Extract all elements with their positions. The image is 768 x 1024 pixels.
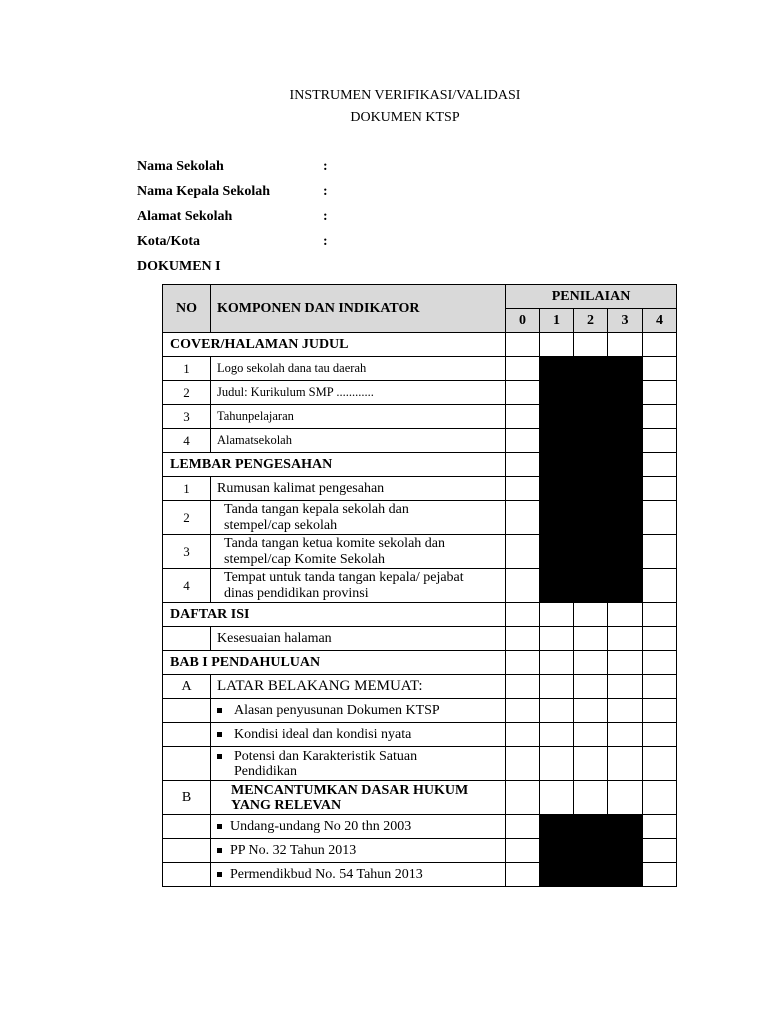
score-cell[interactable] [540, 747, 574, 781]
score-cell[interactable] [574, 781, 608, 815]
bullet-text: Alasan penyusunan Dokumen KTSP [234, 703, 440, 718]
bullet-text: PP No. 32 Tahun 2013 [230, 843, 357, 858]
bullet-icon [217, 732, 222, 737]
score-cell[interactable] [643, 569, 677, 603]
info-label: Alamat Sekolah [137, 209, 233, 224]
score-header-0: 0 [506, 309, 540, 333]
score-cell[interactable] [506, 723, 540, 747]
score-cell[interactable] [608, 603, 643, 627]
info-label: Kota/Kota [137, 234, 200, 249]
score-cell[interactable] [506, 381, 540, 405]
score-cell[interactable] [643, 839, 677, 863]
row-no: 1 [163, 477, 211, 501]
row-text: Logo sekolah dana tau daerah [211, 357, 506, 381]
table-row [163, 429, 677, 453]
row-text-line: MENCANTUMKAN DASAR HUKUM [231, 782, 469, 798]
info-colon: : [323, 209, 328, 224]
shaded-cell [608, 815, 643, 839]
score-cell[interactable] [574, 333, 608, 357]
score-cell[interactable] [643, 357, 677, 381]
score-cell[interactable] [540, 333, 574, 357]
row-text: Alamatsekolah [211, 429, 506, 453]
score-cell[interactable] [540, 603, 574, 627]
info-label: Nama Kepala Sekolah [137, 184, 271, 199]
score-cell[interactable] [643, 453, 677, 477]
table-row [163, 501, 677, 535]
score-cell[interactable] [506, 569, 540, 603]
score-cell[interactable] [506, 501, 540, 535]
shaded-cell [540, 815, 574, 839]
shaded-cell [540, 501, 574, 535]
bullet-text [234, 749, 417, 779]
bullet-text: Undang-undang No 20 thn 2003 [230, 819, 412, 834]
shaded-cell [574, 839, 608, 863]
table-row [163, 405, 677, 429]
info-colon: : [323, 234, 328, 249]
score-cell[interactable] [506, 429, 540, 453]
score-cell[interactable] [540, 699, 574, 723]
score-cell[interactable] [643, 381, 677, 405]
table-row [163, 627, 677, 651]
row-text [211, 839, 506, 863]
row-no: 2 [163, 381, 211, 405]
row-no [163, 627, 211, 651]
section-row [163, 333, 677, 357]
table-row [163, 699, 677, 723]
shaded-cell [540, 569, 574, 603]
table-row [163, 357, 677, 381]
shaded-cell [608, 839, 643, 863]
section-row [163, 651, 677, 675]
score-cell[interactable] [643, 405, 677, 429]
score-cell[interactable] [506, 603, 540, 627]
row-text [211, 781, 506, 815]
row-no: 2 [163, 501, 211, 535]
row-no [163, 839, 211, 863]
info-nama-sekolah [137, 159, 328, 175]
bullet-icon [217, 754, 222, 759]
table-row [163, 569, 677, 603]
table-row [163, 781, 677, 815]
shaded-cell [574, 477, 608, 501]
score-cell[interactable] [643, 781, 677, 815]
score-cell[interactable] [540, 627, 574, 651]
info-nama-kepala-sekolah [137, 184, 328, 200]
info-kota [137, 234, 328, 250]
bullet-icon [217, 848, 222, 853]
section-row [163, 603, 677, 627]
score-cell[interactable] [643, 651, 677, 675]
info-alamat-sekolah [137, 209, 328, 225]
row-text [211, 747, 506, 781]
bullet-text-line: Pendidikan [234, 763, 297, 779]
score-cell[interactable] [643, 675, 677, 699]
document-subtitle: DOKUMEN KTSP [350, 110, 460, 125]
shaded-cell [540, 863, 574, 887]
score-cell[interactable] [574, 723, 608, 747]
shaded-cell [540, 429, 574, 453]
document-title: INSTRUMEN VERIFIKASI/VALIDASI [289, 88, 521, 103]
table-row [163, 381, 677, 405]
shaded-cell [608, 477, 643, 501]
section-bab-1: BAB I PENDAHULUAN [163, 651, 506, 675]
header-penilaian: PENILAIAN [506, 285, 677, 309]
shaded-cell [574, 863, 608, 887]
info-label: Nama Sekolah [137, 159, 224, 174]
row-no [163, 747, 211, 781]
score-cell[interactable] [574, 651, 608, 675]
row-text-line: dinas pendidikan provinsi [224, 585, 369, 601]
row-text-line: stempel/cap sekolah [224, 517, 338, 533]
section-cover: COVER/HALAMAN JUDUL [163, 333, 506, 357]
score-cell[interactable] [643, 815, 677, 839]
score-cell[interactable] [506, 333, 540, 357]
score-cell[interactable] [574, 747, 608, 781]
table-row [163, 839, 677, 863]
score-cell[interactable] [608, 747, 643, 781]
shaded-cell [574, 453, 608, 477]
row-no: A [163, 675, 211, 699]
score-cell[interactable] [506, 699, 540, 723]
score-header-3: 3 [608, 309, 643, 333]
score-cell[interactable] [506, 477, 540, 501]
row-text: Tahunpelajaran [211, 405, 506, 429]
row-no: B [163, 781, 211, 815]
score-cell[interactable] [608, 651, 643, 675]
table-row [163, 535, 677, 569]
table-row [163, 477, 677, 501]
shaded-cell [574, 815, 608, 839]
score-cell[interactable] [506, 627, 540, 651]
shaded-cell [608, 453, 643, 477]
shaded-cell [540, 381, 574, 405]
table-row [163, 723, 677, 747]
score-cell[interactable] [574, 675, 608, 699]
score-cell[interactable] [574, 627, 608, 651]
score-cell[interactable] [608, 699, 643, 723]
row-no: 4 [163, 569, 211, 603]
shaded-cell [574, 501, 608, 535]
score-cell[interactable] [608, 627, 643, 651]
score-cell[interactable] [643, 747, 677, 781]
bullet-text: Permendikbud No. 54 Tahun 2013 [230, 867, 423, 882]
row-text-line: YANG RELEVAN [231, 797, 342, 813]
table-row [163, 747, 677, 781]
row-text: Kesesuaian halaman [211, 627, 506, 651]
score-cell[interactable] [506, 675, 540, 699]
header-no: NO [163, 285, 211, 333]
table-row [163, 863, 677, 887]
score-cell[interactable] [506, 535, 540, 569]
shaded-cell [608, 863, 643, 887]
shaded-cell [574, 357, 608, 381]
row-text-line: Tanda tangan ketua komite sekolah dan [224, 535, 445, 551]
row-text [211, 723, 506, 747]
score-cell[interactable] [643, 333, 677, 357]
section-pengesahan: LEMBAR PENGESAHAN [163, 453, 506, 477]
row-no [163, 699, 211, 723]
score-cell[interactable] [574, 699, 608, 723]
row-no: 1 [163, 357, 211, 381]
shaded-cell [608, 381, 643, 405]
shaded-cell [540, 405, 574, 429]
info-colon: : [323, 184, 328, 199]
section-daftar-isi: DAFTAR ISI [163, 603, 506, 627]
row-no: 3 [163, 405, 211, 429]
shaded-cell [574, 381, 608, 405]
table-row [163, 675, 677, 699]
score-cell[interactable] [506, 405, 540, 429]
section-row [163, 453, 677, 477]
row-no [163, 815, 211, 839]
score-cell[interactable] [574, 603, 608, 627]
table-row [163, 815, 677, 839]
row-text [211, 569, 506, 603]
verification-table [162, 284, 677, 887]
row-text-line: stempel/cap Komite Sekolah [224, 551, 385, 567]
row-no [163, 863, 211, 887]
score-cell[interactable] [643, 429, 677, 453]
shaded-cell [540, 839, 574, 863]
score-cell[interactable] [608, 675, 643, 699]
score-cell[interactable] [643, 723, 677, 747]
score-cell[interactable] [506, 453, 540, 477]
score-cell[interactable] [506, 815, 540, 839]
score-cell[interactable] [540, 781, 574, 815]
row-no: 3 [163, 535, 211, 569]
info-colon: : [323, 159, 328, 174]
row-text: Rumusan kalimat pengesahan [211, 477, 506, 501]
shaded-cell [540, 477, 574, 501]
shaded-cell [608, 429, 643, 453]
shaded-cell [608, 535, 643, 569]
score-header-4: 4 [643, 309, 677, 333]
bullet-icon [217, 824, 222, 829]
row-no: 4 [163, 429, 211, 453]
shaded-cell [574, 535, 608, 569]
row-text [211, 699, 506, 723]
shaded-cell [608, 501, 643, 535]
shaded-cell [540, 357, 574, 381]
row-text [211, 815, 506, 839]
score-header-2: 2 [574, 309, 608, 333]
header-komponen: KOMPONEN DAN INDIKATOR [211, 285, 506, 333]
score-cell[interactable] [643, 535, 677, 569]
row-no [163, 723, 211, 747]
shaded-cell [574, 429, 608, 453]
score-cell[interactable] [643, 863, 677, 887]
score-cell[interactable] [608, 333, 643, 357]
row-text [211, 535, 506, 569]
bullet-icon [217, 872, 222, 877]
score-cell[interactable] [643, 699, 677, 723]
score-cell[interactable] [608, 723, 643, 747]
shaded-cell [574, 405, 608, 429]
row-text [211, 863, 506, 887]
score-header-1: 1 [540, 309, 574, 333]
row-text: LATAR BELAKANG MEMUAT: [211, 675, 506, 699]
bullet-icon [217, 708, 222, 713]
score-cell[interactable] [506, 781, 540, 815]
shaded-cell [540, 453, 574, 477]
score-cell[interactable] [506, 747, 540, 781]
score-cell[interactable] [540, 651, 574, 675]
score-cell[interactable] [506, 863, 540, 887]
row-text [211, 501, 506, 535]
score-cell[interactable] [540, 723, 574, 747]
shaded-cell [608, 569, 643, 603]
score-cell[interactable] [506, 839, 540, 863]
row-text-line: Tempat untuk tanda tangan kepala/ pejabat [224, 569, 464, 585]
shaded-cell [608, 357, 643, 381]
bullet-text: Kondisi ideal dan kondisi nyata [234, 727, 412, 742]
row-text: Judul: Kurikulum SMP ............ [211, 381, 506, 405]
score-cell[interactable] [506, 357, 540, 381]
score-cell[interactable] [540, 675, 574, 699]
shaded-cell [540, 535, 574, 569]
score-cell[interactable] [643, 627, 677, 651]
score-cell[interactable] [608, 781, 643, 815]
score-cell[interactable] [643, 603, 677, 627]
shaded-cell [608, 405, 643, 429]
document-section-label: DOKUMEN I [137, 259, 221, 274]
bullet-text-line: Potensi dan Karakteristik Satuan [234, 748, 418, 764]
shaded-cell [574, 569, 608, 603]
score-cell[interactable] [643, 477, 677, 501]
row-text-line: Tanda tangan kepala sekolah dan [224, 501, 409, 517]
score-cell[interactable] [506, 651, 540, 675]
score-cell[interactable] [643, 501, 677, 535]
